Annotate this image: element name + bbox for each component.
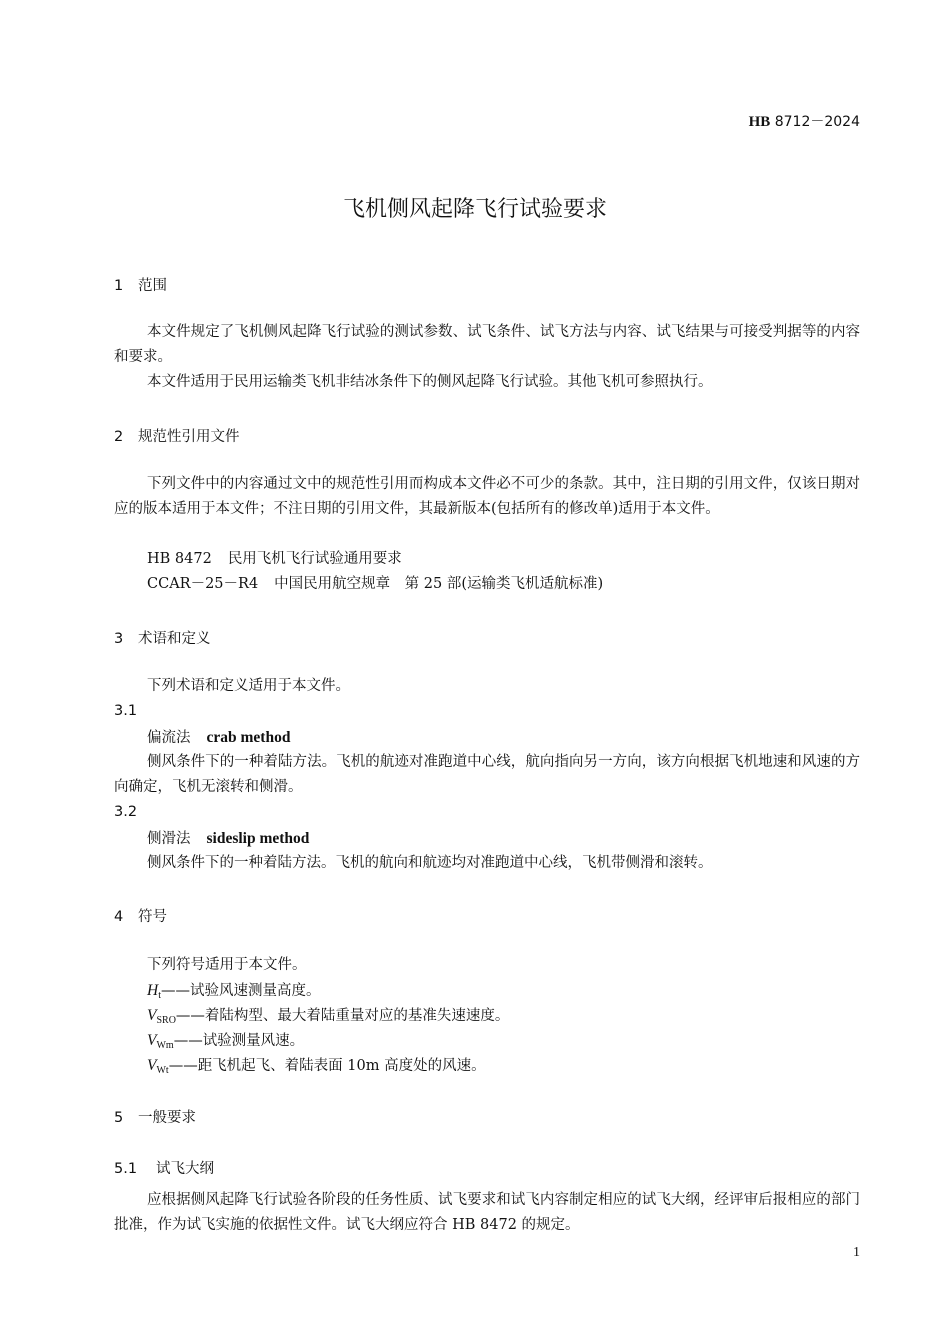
symbol: V xyxy=(147,1057,157,1074)
section-title: 范围 xyxy=(138,278,167,294)
symbol: H xyxy=(147,982,159,999)
reference-code: CCAR－25－R4 xyxy=(147,576,259,592)
paragraph: 本文件适用于民用运输类飞机非结冰条件下的侧风起降飞行试验。其他飞机可参照执行。 xyxy=(147,374,713,390)
symbol: V xyxy=(147,1032,157,1049)
term-definition: 侧风条件下的一种着陆方法。飞机的航向和航迹均对准跑道中心线，飞机带侧滑和滚转。 xyxy=(147,855,713,871)
reference-item xyxy=(147,572,603,597)
symbol-subscript: Wm xyxy=(156,1040,174,1051)
reference-item xyxy=(147,547,402,572)
standard-code: HB xyxy=(748,114,771,130)
section-title: 规范性引用文件 xyxy=(138,429,240,445)
subsection-number: 5.1 xyxy=(114,1161,138,1177)
symbol-description: ——试验测量风速。 xyxy=(173,1033,305,1049)
symbol-subscript: SRO xyxy=(156,1015,176,1026)
document-number xyxy=(749,111,860,131)
section-number: 2 xyxy=(114,429,124,445)
symbol-item xyxy=(147,1053,486,1083)
section-4-heading xyxy=(114,905,167,926)
section-number: 4 xyxy=(114,909,124,925)
term-definition: 侧风条件下的一种着陆方法。飞机的航迹对准跑道中心线，航向指向另一方向，该方向根据飞机地速和风速的方向确定，飞机无滚转和侧滑。 xyxy=(114,754,860,795)
term-chinese: 侧滑法 xyxy=(147,831,191,847)
subsection-5-1-heading xyxy=(114,1157,214,1178)
term-chinese: 偏流法 xyxy=(147,730,191,746)
reference-title: 中国民用航空规章 第 25 部(运输类飞机适航标准) xyxy=(274,576,604,592)
section-title: 符号 xyxy=(138,909,167,925)
subsection-title: 试飞大纲 xyxy=(156,1161,214,1177)
symbol-description: ——着陆构型、最大着陆重量对应的基准失速速度。 xyxy=(175,1008,510,1024)
paragraph: 应根据侧风起降飞行试验各阶段的任务性质、试飞要求和试飞内容制定相应的试飞大纲，经评审后报相应的部门批准，作为试飞实施的依据性文件。试飞大纲应符合 HB 8472 的规定。 xyxy=(114,1192,860,1233)
term-number: 3.1 xyxy=(114,703,138,719)
symbol-description: ——距飞机起飞、着陆表面 10m 高度处的风速。 xyxy=(168,1058,486,1074)
section-number: 1 xyxy=(114,278,124,294)
term-english: sideslip method xyxy=(206,830,310,847)
standard-number: 8712－2024 xyxy=(774,114,860,130)
term-heading xyxy=(147,826,309,852)
symbol-description: ——试验风速测量高度。 xyxy=(160,983,321,999)
paragraph: 下列符号适用于本文件。 xyxy=(147,957,307,973)
section-2-heading xyxy=(114,425,240,446)
section-5-heading xyxy=(114,1106,196,1127)
paragraph: 下列术语和定义适用于本文件。 xyxy=(147,678,350,694)
term-english: crab method xyxy=(206,729,291,746)
section-title: 一般要求 xyxy=(138,1110,196,1126)
section-number: 3 xyxy=(114,631,124,647)
term-number: 3.2 xyxy=(114,804,138,820)
symbol-subscript: t xyxy=(158,990,161,1001)
term-heading xyxy=(147,725,290,751)
document-title: 飞机侧风起降飞行试验要求 xyxy=(342,197,607,222)
section-3-heading xyxy=(114,627,211,648)
reference-code: HB 8472 xyxy=(147,551,212,567)
section-title: 术语和定义 xyxy=(138,631,211,647)
symbol-subscript: Wt xyxy=(156,1065,169,1076)
section-1-heading xyxy=(114,274,167,295)
paragraph: 本文件规定了飞机侧风起降飞行试验的测试参数、试飞条件、试飞方法与内容、试飞结果与可接受判据等的内容和要求。 xyxy=(114,324,860,365)
symbol: V xyxy=(147,1007,157,1024)
paragraph: 下列文件中的内容通过文中的规范性引用而构成本文件必不可少的条款。其中，注日期的引用文件，仅该日期对应的版本适用于本文件；不注日期的引用文件，其最新版本(包括所有的修改单)适用于本文件。 xyxy=(114,476,860,517)
section-number: 5 xyxy=(114,1110,124,1126)
page-number: 1 xyxy=(853,1245,860,1260)
reference-title: 民用飞机飞行试验通用要求 xyxy=(227,551,402,567)
